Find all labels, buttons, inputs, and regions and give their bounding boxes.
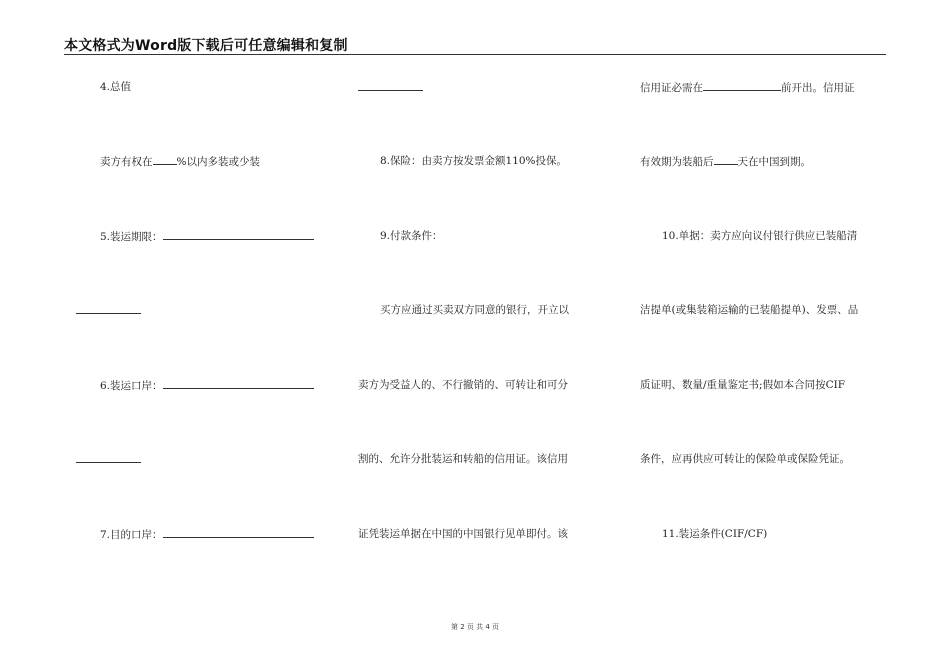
more-or-less-prefix: 卖方有权在 bbox=[100, 156, 153, 168]
documents-line-2: 质证明、数量/重量鉴定书;假如本合同按CIF bbox=[640, 379, 846, 391]
page-number: 第 2 页 共 4 页 bbox=[450, 623, 500, 631]
lc-prefix: 信用证必需在 bbox=[640, 82, 703, 94]
payment-terms-line-2: 卖方为受益人的、不行撤销的、可转让和可分 bbox=[358, 379, 568, 391]
insurance-clause: 8.保险：由卖方按发票金额110%投保。 bbox=[380, 155, 568, 167]
validity-suffix: 天在中国到期。 bbox=[737, 156, 811, 168]
shipment-date-continuation bbox=[76, 303, 141, 318]
header-divider bbox=[64, 54, 886, 55]
loading-port-label: 6.装运口岸： bbox=[100, 380, 163, 392]
shipping-terms-heading: 11.装运条件(CIF/CF) bbox=[662, 528, 768, 540]
total-value-continuation bbox=[358, 80, 423, 95]
lc-opening-clause bbox=[640, 80, 855, 95]
total-value-heading: 4.总值 bbox=[100, 81, 132, 93]
loading-port-blank-continued bbox=[76, 452, 141, 463]
shipment-date-label: 5.装运期限： bbox=[100, 231, 163, 243]
validity-prefix: 有效期为装船后 bbox=[640, 156, 714, 168]
destination-port-field bbox=[100, 527, 314, 542]
percentage-blank bbox=[153, 154, 177, 165]
total-value-blank bbox=[358, 80, 423, 91]
payment-terms-heading: 9.付款条件： bbox=[380, 230, 443, 242]
payment-terms-line-3: 割的、允许分批装运和转船的信用证。该信用 bbox=[358, 453, 568, 465]
more-or-less-suffix: %以内多装或少装 bbox=[176, 156, 260, 168]
lc-validity-clause bbox=[640, 154, 811, 169]
more-or-less-clause bbox=[100, 154, 260, 169]
validity-days-blank bbox=[714, 154, 738, 165]
lc-date-blank bbox=[703, 80, 781, 91]
documents-heading: 10.单据：卖方应向议付银行供应已装船清 bbox=[662, 230, 858, 242]
lc-suffix: 前开出。信用证 bbox=[781, 82, 855, 94]
destination-port-blank bbox=[163, 527, 314, 538]
loading-port-field bbox=[100, 378, 314, 393]
payment-terms-line-1: 买方应通过买卖双方同意的银行，开立以 bbox=[380, 304, 569, 316]
documents-line-1: 洁提单(或集装箱运输的已装船提单)、发票、品 bbox=[640, 304, 859, 316]
shipment-date-blank-continued bbox=[76, 303, 141, 314]
shipment-date-field bbox=[100, 229, 314, 244]
loading-port-blank bbox=[163, 378, 314, 389]
destination-port-label: 7.目的口岸： bbox=[100, 529, 163, 541]
document-header-title: 本文格式为Word版下载后可任意编辑和复制 bbox=[64, 38, 348, 54]
payment-terms-line-4: 证凭装运单据在中国的中国银行见单即付。该 bbox=[358, 528, 568, 540]
loading-port-continuation bbox=[76, 452, 141, 467]
documents-line-3: 条件，应再供应可转让的保险单或保险凭证。 bbox=[640, 453, 850, 465]
shipment-date-blank bbox=[163, 229, 314, 240]
